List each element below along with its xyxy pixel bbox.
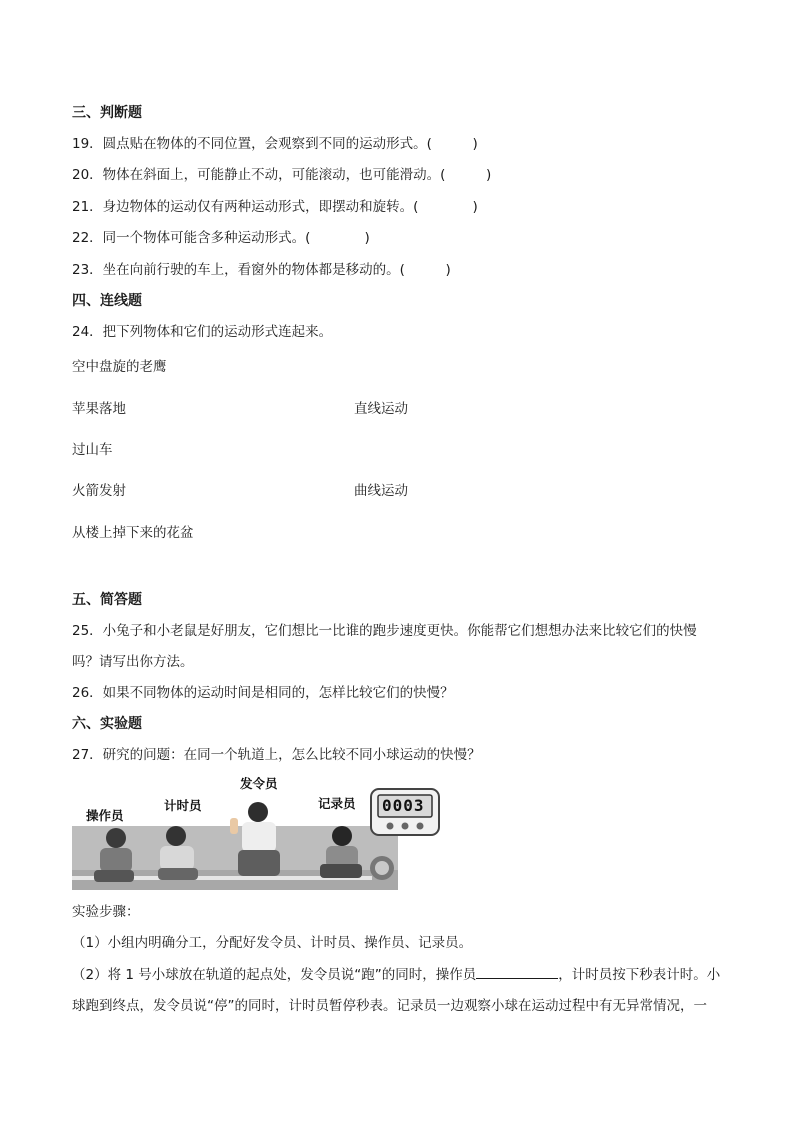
section-3-title: 三、判断题 <box>72 105 142 121</box>
question-20: 20．物体在斜面上，可能静止不动，可能滚动，也可能滑动。( ) <box>72 167 492 183</box>
answer-blank[interactable] <box>476 966 558 979</box>
question-21: 21．身边物体的运动仅有两种运动形式，即摆动和旋转。( ) <box>72 199 478 215</box>
step-2-cont: 球跑到终点，发令员说“停”的同时，计时员暂停秒表。记录员一边观察小球在运动过程中有无异常情况，一 <box>72 998 707 1014</box>
question-25-cont: 吗？请写出你方法。 <box>72 654 194 670</box>
section-6-title: 六、实验题 <box>72 716 142 732</box>
role-operator: 操作员 <box>86 808 124 823</box>
step-1: （1）小组内明确分工，分配好发令员、计时员、操作员、记录员。 <box>72 935 473 951</box>
section-5-title: 五、简答题 <box>72 592 142 608</box>
experiment-photo <box>72 776 398 890</box>
question-22: 22．同一个物体可能含多种运动形式。( ) <box>72 230 370 246</box>
match-right-item: 直线运动 <box>354 401 408 417</box>
section-4-title: 四、连线题 <box>72 293 142 309</box>
steps-label: 实验步骤： <box>72 904 140 920</box>
question-25: 25．小兔子和小老鼠是好朋友，它们想比一比谁的跑步速度更快。你能帮它们想想办法来比较它们的快慢 <box>72 623 697 639</box>
step-2-part-a: （2）将 1 号小球放在轨道的起点处，发令员说“跑”的同时，操作员 <box>72 967 477 983</box>
match-left-item: 火箭发射 <box>72 483 126 499</box>
question-23: 23．坐在向前行驶的车上，看窗外的物体都是移动的。( ) <box>72 262 451 278</box>
match-left-item: 过山车 <box>72 442 113 458</box>
match-left-item: 从楼上掉下来的花盆 <box>72 525 194 541</box>
question-27: 27．研究的问题：在同一个轨道上，怎么比较不同小球运动的快慢？ <box>72 747 481 763</box>
match-right-item: 曲线运动 <box>354 483 408 499</box>
question-19: 19．圆点贴在物体的不同位置，会观察到不同的运动形式。( ) <box>72 136 478 152</box>
question-24: 24．把下列物体和它们的运动形式连起来。 <box>72 324 333 340</box>
role-timekeeper: 计时员 <box>164 798 202 813</box>
stopwatch-icon <box>370 788 440 836</box>
stopwatch-display: 0003 <box>382 796 425 815</box>
role-starter: 发令员 <box>240 776 278 791</box>
role-recorder: 记录员 <box>318 796 356 811</box>
match-left-item: 苹果落地 <box>72 401 126 417</box>
step-2 <box>72 966 720 984</box>
step-2-part-b: ，计时员按下秒表计时。小 <box>558 967 721 983</box>
question-26: 26．如果不同物体的运动时间是相同的，怎样比较它们的快慢？ <box>72 685 454 701</box>
match-left-item: 空中盘旋的老鹰 <box>72 359 167 375</box>
